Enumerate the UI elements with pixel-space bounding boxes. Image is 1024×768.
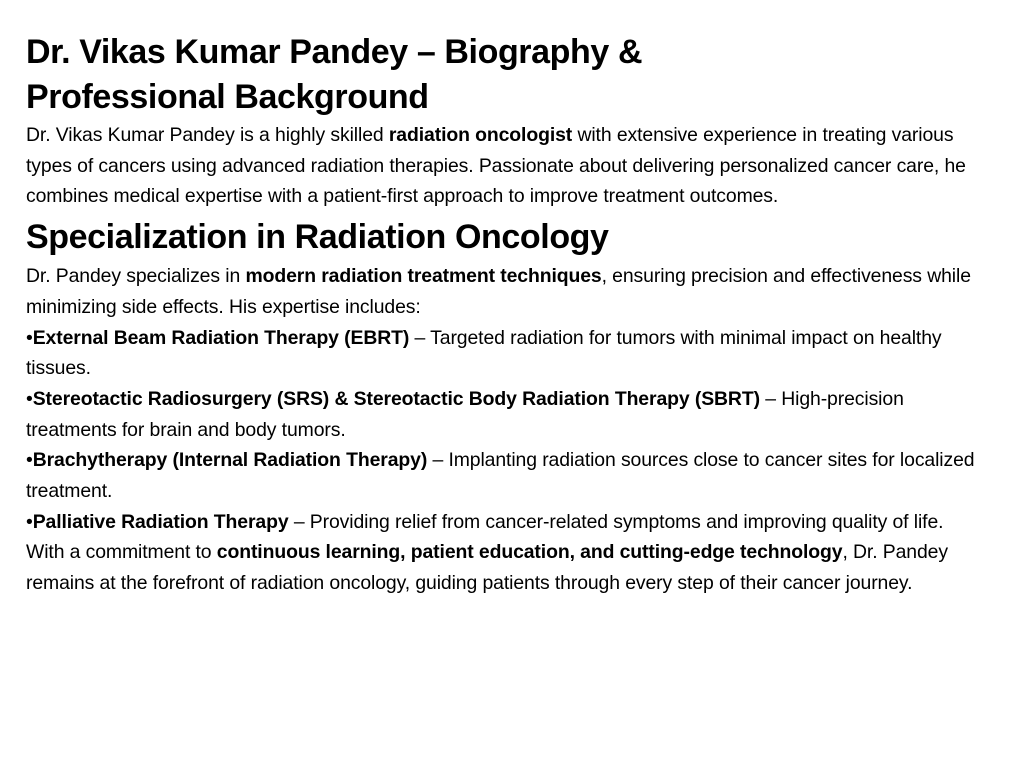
closing-text-start: With a commitment to	[26, 541, 217, 564]
bio-bold-role: radiation oncologist	[388, 124, 573, 146]
bio-paragraph	[26, 120, 984, 212]
bio-text-end: with extensive experience in treating various types of cancers using advanced radiation therapies. Passionate about delivering personalized cancer care, he combines medical expertise with a patient-first approach to improve treatment outcomes.	[26, 124, 966, 208]
closing-text-end: , Dr. Pandey remains at the forefront of radiation oncology, guiding patients through every step of their cancer journey.	[26, 541, 948, 595]
specialization-paragraph	[26, 261, 984, 322]
bullet-description: – Targeted radiation for tumors with minimal impact on healthy tissues.	[26, 326, 942, 380]
section-title-specialization: Specialization in Radiation Oncology	[26, 218, 609, 257]
closing-paragraph	[26, 537, 984, 598]
bullet-description: – Implanting radiation sources close to cancer sites for localized treatment.	[26, 449, 975, 503]
bullet-title: Brachytherapy (Internal Radiation Therapy)	[32, 449, 428, 472]
bullet-description: – High-precision treatments for brain and body tumors.	[26, 387, 904, 441]
page-title: Dr. Vikas Kumar Pandey – Biography & Professional Background	[26, 33, 643, 116]
bullet-item-ebrt	[26, 323, 984, 384]
bullet-item-srs-sbrt	[26, 384, 984, 445]
bullet-description: – Providing relief from cancer-related symptoms and improving quality of life.	[288, 510, 944, 533]
bullet-item-brachytherapy	[26, 445, 984, 506]
bio-text-start: Dr. Vikas Kumar Pandey is a highly skilled	[26, 124, 389, 146]
spec-text-start: Dr. Pandey specializes in	[26, 265, 246, 288]
spec-bold-techniques: modern radiation treatment techniques	[245, 265, 602, 288]
bullet-title: Palliative Radiation Therapy	[32, 510, 289, 533]
bullet-title: Stereotactic Radiosurgery (SRS) & Stereotactic Body Radiation Therapy (SBRT)	[32, 387, 760, 410]
bullet-item-palliative	[26, 507, 984, 538]
spec-text-end: , ensuring precision and effectiveness while minimizing side effects. His expertise includes:	[26, 265, 971, 318]
bullet-title: External Beam Radiation Therapy (EBRT)	[32, 326, 410, 349]
closing-bold-commitment: continuous learning, patient education, and cutting-edge technology	[216, 541, 843, 564]
